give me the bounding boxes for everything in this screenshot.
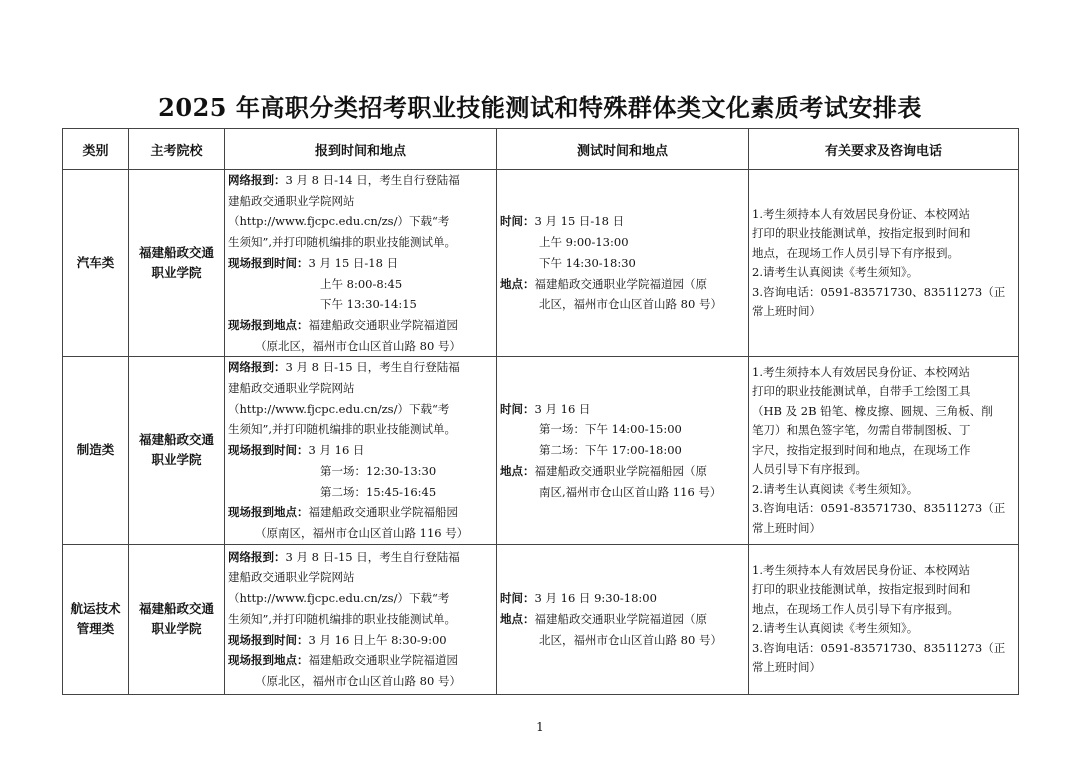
table-header-row	[63, 129, 1019, 170]
registration-cell	[225, 544, 497, 694]
reg-text: 福建船政交通职业学院福道园	[308, 653, 458, 668]
req-line: 3.咨询电话：0591-83571730、83511273（正	[752, 501, 1006, 516]
reg-line: 第一场：12:30-13:30	[320, 463, 437, 478]
reg-line	[225, 630, 496, 651]
reg-line: 下午 13:30-14:15	[320, 297, 417, 312]
reg-label: 网络报到：	[228, 173, 286, 187]
category-cell	[63, 357, 129, 544]
reg-line: （http://www.fjcpc.edu.cn/zs/）下载“考	[228, 401, 450, 416]
page-number: 1	[536, 720, 544, 734]
reg-label: 网络报到：	[228, 360, 286, 375]
requirements-cell	[749, 357, 1019, 544]
table-row	[63, 170, 1019, 357]
req-line: 2.请考生认真阅读《考生须知》。	[752, 481, 919, 496]
schedule-table	[62, 128, 1019, 695]
req-line: 人员引导下有序报到。	[752, 462, 867, 477]
req-line: 2.请考生认真阅读《考生须知》。	[752, 265, 919, 280]
reg-label: 现场报到地点：	[228, 505, 309, 520]
reg-line: 生须知”,并打印随机编排的职业技能测试单。	[228, 235, 457, 250]
reg-text: 3 月 15 日-18 日	[308, 255, 399, 270]
reg-text: 3 月 16 日	[308, 443, 365, 458]
reg-line	[225, 547, 496, 568]
reg-line: （原北区，福州市仓山区首山路 80 号）	[255, 338, 461, 353]
req-line: 地点，在现场工作人员引导下有序报到。	[752, 245, 959, 260]
test-line: 上午 9:00-13:00	[539, 235, 629, 250]
test-line	[497, 461, 748, 482]
reg-text: 3 月 8 日-15 日，考生自行登陆福	[285, 360, 460, 375]
reg-line	[225, 357, 496, 378]
req-line: 1.考生须持本人有效居民身份证、本校网站	[752, 364, 970, 379]
table-row	[63, 544, 1019, 694]
reg-text: 3 月 16 日上午 8:30-9:00	[308, 632, 447, 647]
registration-cell	[225, 357, 497, 544]
page-title: 2025 年高职分类招考职业技能测试和特殊群体类文化素质考试安排表	[158, 93, 922, 122]
reg-label: 现场报到时间：	[228, 632, 309, 647]
test-text: 3 月 16 日	[534, 401, 591, 416]
req-line: 1.考生须持本人有效居民身份证、本校网站	[752, 562, 970, 577]
header-requirements: 有关要求及咨询电话	[749, 129, 1019, 170]
test-cell	[497, 357, 749, 544]
school-cell	[129, 170, 225, 357]
test-label: 时间：	[500, 591, 535, 606]
header-test: 测试时间和地点	[497, 129, 749, 170]
req-line: 常上班时间）	[752, 304, 821, 319]
req-line: 常上班时间）	[752, 520, 821, 535]
header-category: 类别	[63, 129, 129, 170]
test-line	[497, 399, 748, 420]
reg-line: 生须知”,并打印随机编排的职业技能测试单。	[228, 422, 457, 437]
registration-cell	[225, 170, 497, 357]
reg-text: 3 月 8 日-14 日，考生自行登陆福	[285, 173, 460, 187]
req-line: 字尺，按指定报到时间和地点，在现场工作	[752, 442, 971, 457]
requirements-cell	[749, 170, 1019, 357]
test-line	[497, 211, 748, 232]
reg-line: 建船政交通职业学院网站	[228, 381, 355, 396]
test-line	[497, 274, 748, 295]
reg-label: 现场报到地点：	[228, 653, 309, 668]
req-line: 3.咨询电话：0591-83571730、83511273（正	[752, 284, 1006, 299]
table-row	[63, 357, 1019, 544]
reg-text: 福建船政交通职业学院福道园	[308, 317, 458, 332]
req-line: 打印的职业技能测试单，自带手工绘图工具	[752, 384, 971, 399]
reg-line: （http://www.fjcpc.edu.cn/zs/）下载“考	[228, 591, 450, 606]
reg-line: 建船政交通职业学院网站	[228, 193, 355, 208]
school-text: 福建船政交通	[138, 245, 214, 261]
school-text: 福建船政交通	[138, 601, 214, 617]
req-line: 打印的职业技能测试单，按指定报到时间和	[752, 226, 971, 241]
test-line: 北区，福州市仓山区首山路 80 号）	[539, 632, 722, 647]
test-line: 南区,福州市仓山区首山路 116 号）	[539, 484, 722, 499]
test-label: 地点：	[500, 463, 535, 478]
test-text: 3 月 15 日-18 日	[534, 214, 625, 229]
req-line: 打印的职业技能测试单，按指定报到时间和	[752, 582, 971, 597]
school-cell	[129, 357, 225, 544]
reg-line: （http://www.fjcpc.edu.cn/zs/）下载“考	[228, 214, 450, 229]
test-line: 北区，福州市仓山区首山路 80 号）	[539, 297, 722, 312]
reg-line	[225, 170, 496, 191]
req-line: 2.请考生认真阅读《考生须知》。	[752, 621, 919, 636]
test-line: 第二场：下午 17:00-18:00	[539, 443, 682, 458]
header-school: 主考院校	[129, 129, 225, 170]
req-line: 1.考生须持本人有效居民身份证、本校网站	[752, 206, 970, 221]
category-cell	[63, 544, 129, 694]
test-line	[497, 588, 748, 609]
header-registration: 报到时间和地点	[225, 129, 497, 170]
reg-text: 3 月 8 日-15 日，考生自行登陆福	[285, 549, 460, 564]
category-text: 制造类	[76, 442, 115, 458]
category-text: 汽车类	[76, 255, 115, 271]
school-text: 职业学院	[151, 265, 202, 281]
test-label: 地点：	[500, 611, 535, 626]
requirements-cell	[749, 544, 1019, 694]
reg-label: 现场报到地点：	[228, 317, 309, 332]
test-line: 第一场：下午 14:00-15:00	[539, 422, 682, 437]
reg-line: 生须知”,并打印随机编排的职业技能测试单。	[228, 611, 457, 626]
school-text: 职业学院	[151, 452, 202, 468]
reg-line: （原北区，福州市仓山区首山路 80 号）	[255, 673, 461, 688]
category-cell	[63, 170, 129, 357]
reg-line	[225, 315, 496, 336]
reg-line: （原南区，福州市仓山区首山路 116 号）	[255, 525, 469, 540]
req-line: 笔刀）和黑色签字笔，勿需自带制图板、丁	[752, 423, 971, 438]
category-text: 航运技术	[70, 601, 121, 617]
test-text: 3 月 16 日 9:30-18:00	[534, 591, 657, 606]
req-line: 常上班时间）	[752, 660, 821, 675]
school-text: 职业学院	[151, 621, 202, 637]
reg-line	[225, 440, 496, 461]
reg-label: 现场报到时间：	[228, 255, 309, 270]
reg-line	[225, 502, 496, 523]
test-cell	[497, 170, 749, 357]
test-label: 地点：	[500, 276, 535, 291]
req-line: 地点，在现场工作人员引导下有序报到。	[752, 601, 959, 616]
reg-label: 网络报到：	[228, 549, 286, 564]
test-text: 福建船政交通职业学院福船园（原	[534, 463, 707, 478]
test-label: 时间：	[500, 401, 535, 416]
reg-line	[225, 650, 496, 671]
test-cell	[497, 544, 749, 694]
category-text: 管理类	[76, 621, 115, 637]
reg-line: 建船政交通职业学院网站	[228, 570, 355, 585]
reg-line	[225, 253, 496, 274]
test-text: 福建船政交通职业学院福道园（原	[534, 276, 707, 291]
test-text: 福建船政交通职业学院福道园（原	[534, 611, 707, 626]
test-line: 下午 14:30-18:30	[539, 255, 636, 270]
reg-line: 第二场：15:45-16:45	[320, 484, 437, 499]
reg-line: 上午 8:00-8:45	[320, 276, 403, 291]
req-line: （HB 及 2B 铅笔、橡皮擦、圆规、三角板、削	[752, 403, 993, 418]
school-cell	[129, 544, 225, 694]
reg-label: 现场报到时间：	[228, 443, 309, 458]
req-line: 3.咨询电话：0591-83571730、83511273（正	[752, 640, 1006, 655]
reg-text: 福建船政交通职业学院福船园	[308, 505, 458, 520]
test-line	[497, 609, 748, 630]
test-label: 时间：	[500, 214, 535, 229]
school-text: 福建船政交通	[138, 432, 214, 448]
